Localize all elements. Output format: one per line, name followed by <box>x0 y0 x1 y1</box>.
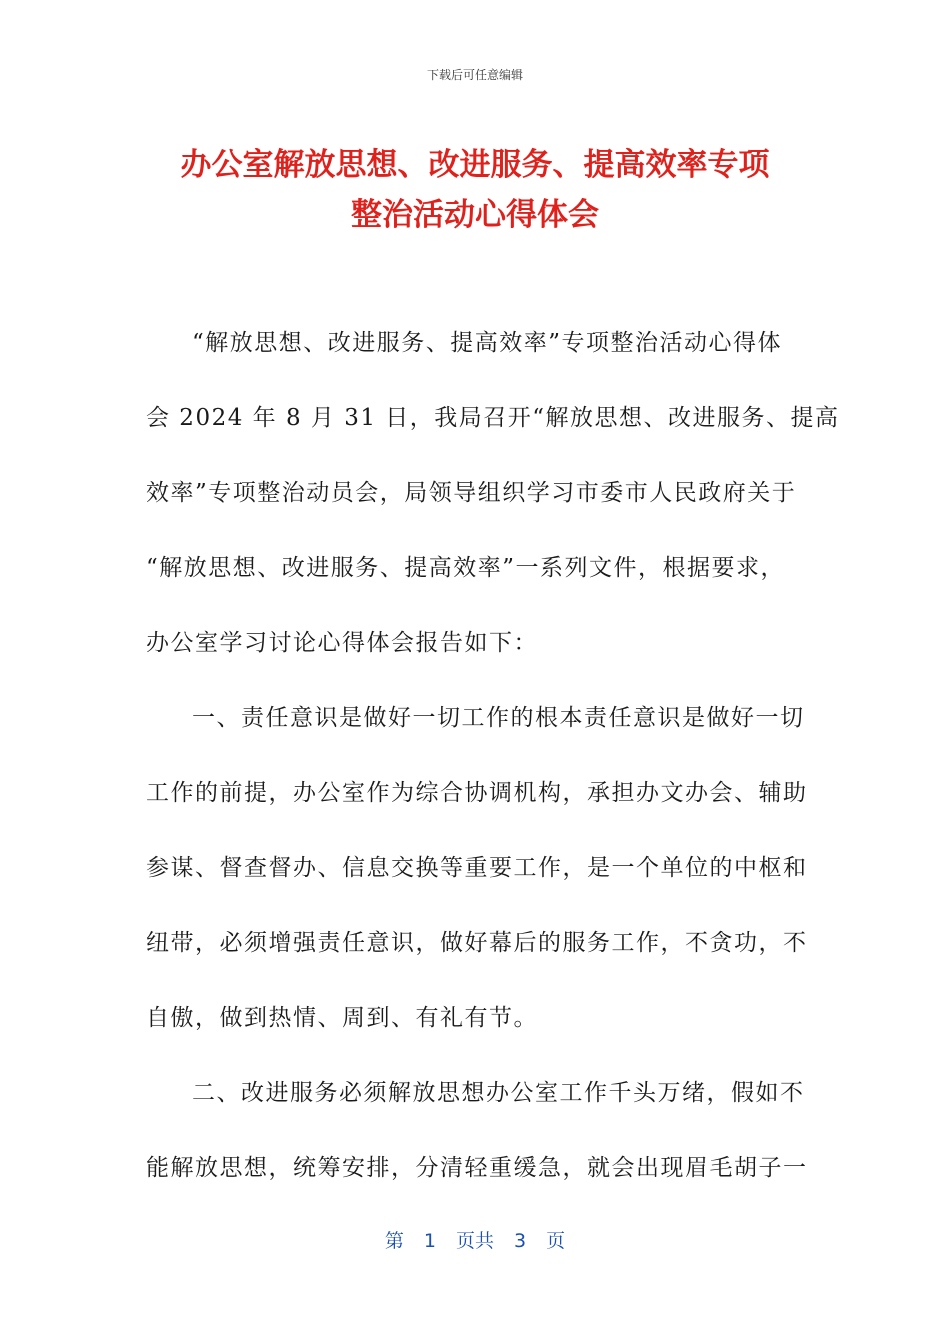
document-body <box>146 323 840 1223</box>
title-line-2: 整治活动心得体会 <box>351 197 599 233</box>
body-line-8: 参谋、督查督办、信息交换等重要工作，是一个单位的中枢和 <box>146 855 808 881</box>
footer-page-label: 第 <box>384 1230 404 1252</box>
body-line-4: “解放思想、改进服务、提高效率”一系列文件，根据要求， <box>146 555 786 581</box>
footer-page-number: 1 <box>423 1230 436 1252</box>
document-title <box>130 140 820 240</box>
body-line-7: 工作的前提，办公室作为综合协调机构，承担办文办会、辅助 <box>146 780 808 806</box>
footer-page-suffix: 页 <box>546 1230 566 1252</box>
page-header-note: 下载后可任意编辑 <box>426 68 523 82</box>
footer-total-pages: 3 <box>514 1230 527 1252</box>
body-line-3: 效率”专项整治动员会，局领导组织学习市委市人民政府关于 <box>146 480 797 506</box>
body-line-2: 会 2024 年 8 月 31 日，我局召开“解放思想、改进服务、提高 <box>146 405 840 431</box>
title-line-1: 办公室解放思想、改进服务、提高效率专项 <box>180 147 770 183</box>
body-line-10: 自傲，做到热情、周到、有礼有节。 <box>146 1005 538 1031</box>
body-line-6: 一、责任意识是做好一切工作的根本责任意识是做好一切 <box>192 705 805 731</box>
body-line-12: 能解放思想，统筹安排，分清轻重缓急，就会出现眉毛胡子一 <box>146 1155 808 1181</box>
footer-total-label: 页共 <box>455 1230 494 1252</box>
body-line-5: 办公室学习讨论心得体会报告如下： <box>146 630 538 656</box>
body-line-11: 二、改进服务必须解放思想办公室工作千头万绪，假如不 <box>192 1080 805 1106</box>
body-line-9: 纽带，必须增强责任意识，做好幕后的服务工作，不贪功，不 <box>146 930 808 956</box>
page-footer <box>0 1226 950 1253</box>
body-line-1: “解放思想、改进服务、提高效率”专项整治活动心得体 <box>192 330 783 356</box>
